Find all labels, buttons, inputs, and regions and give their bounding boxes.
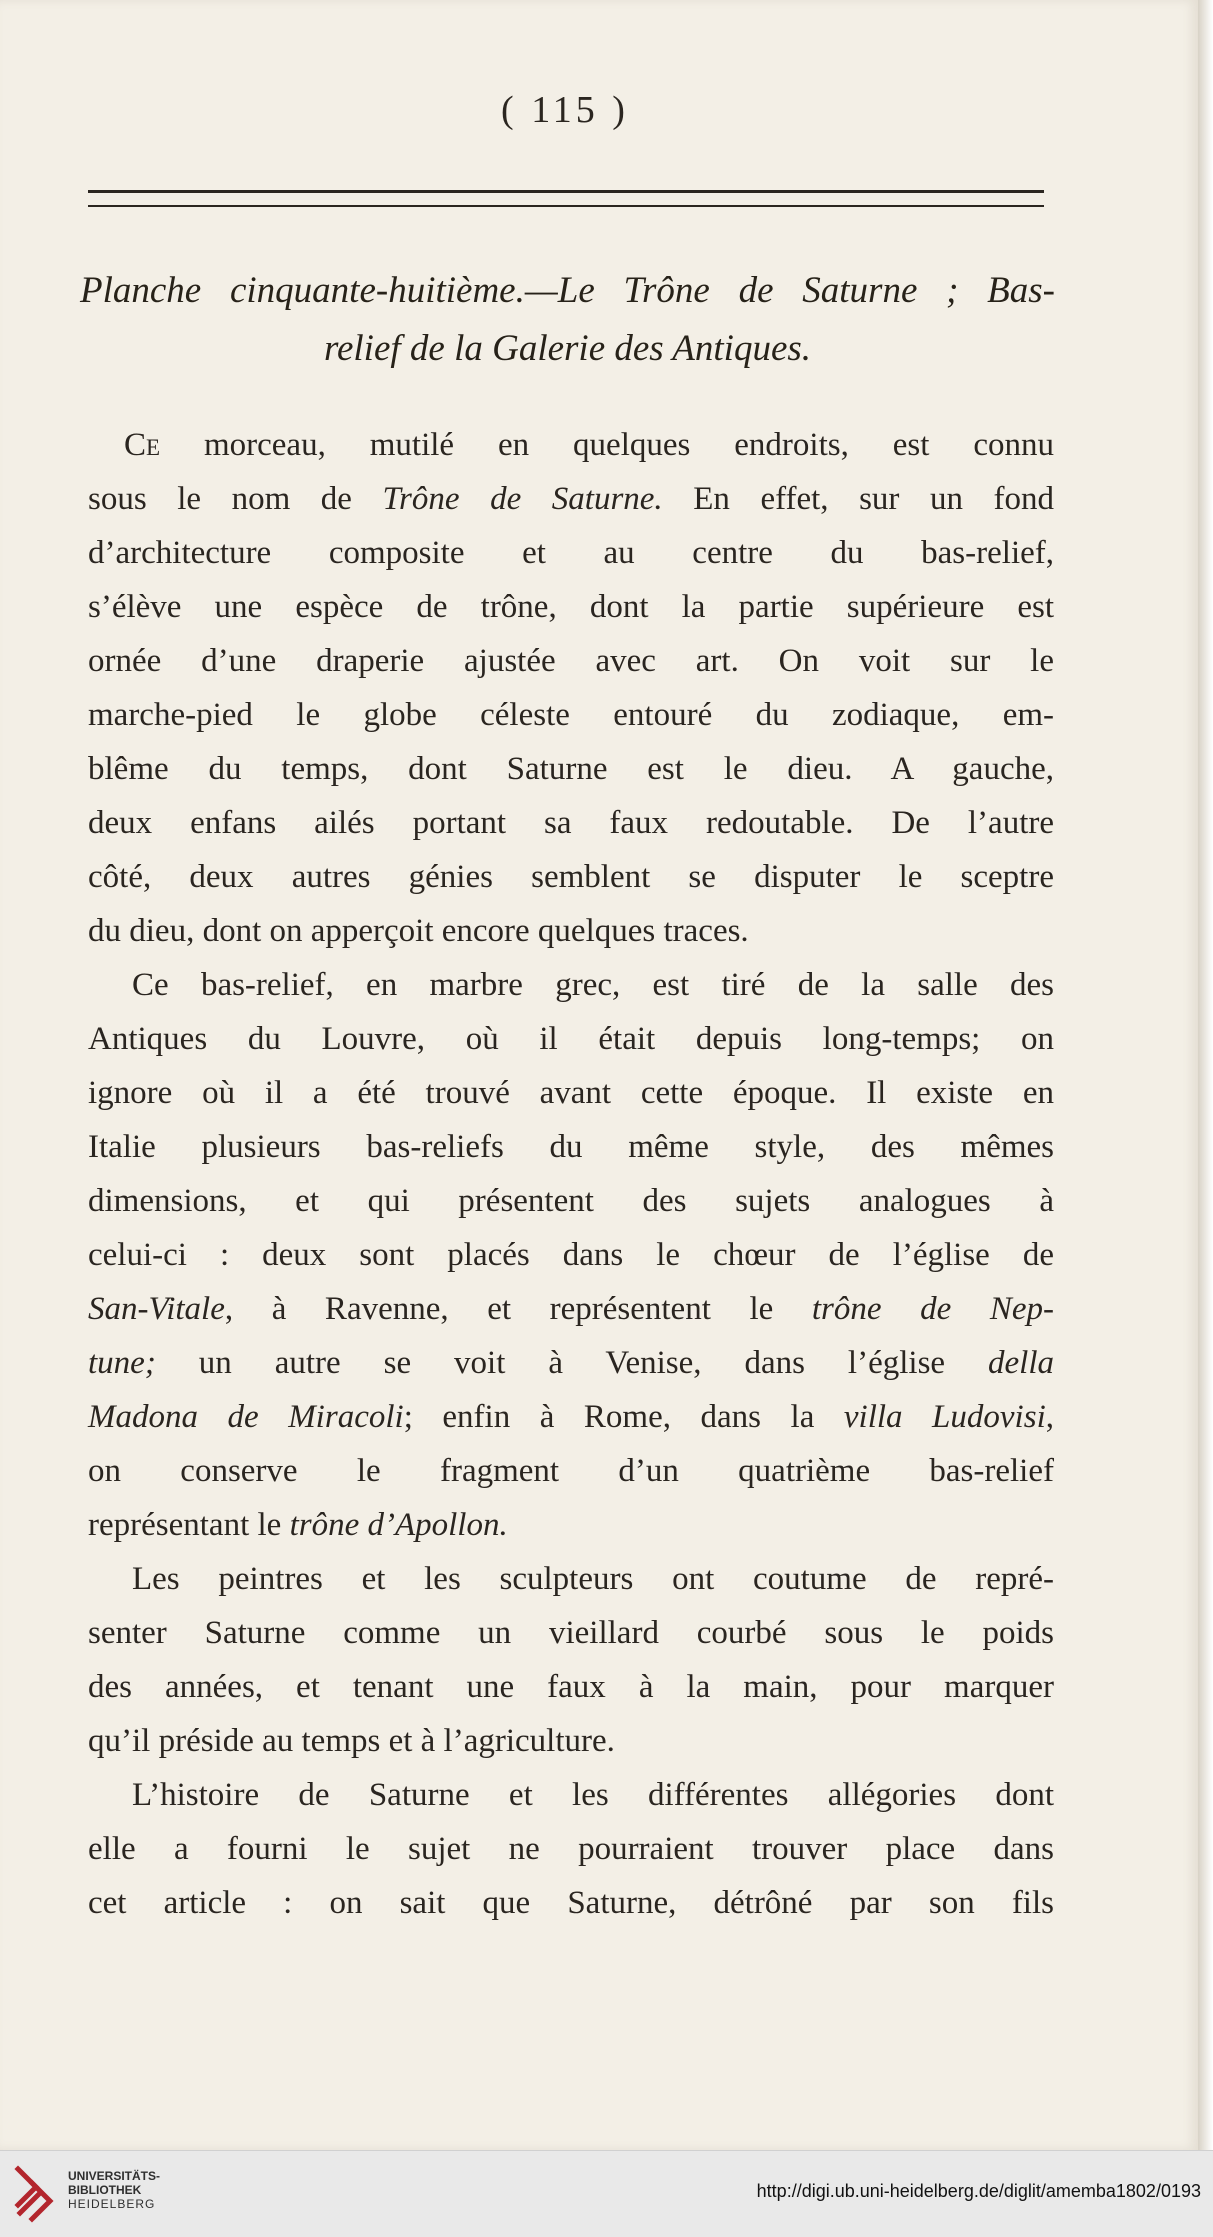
text-run: sous le nom de [88,481,383,517]
text-line [88,1660,1054,1714]
text-run: représentant le [88,1507,290,1543]
library-logo-text[interactable] [68,2169,160,2211]
text-run: ignore où il a été trouvé avant cette époque. Il existe en [88,1075,1054,1111]
text-line [88,1768,1054,1822]
text-run: Les peintres et les sculpteurs ont coutume de repré- [132,1561,1054,1597]
text-line [88,1228,1054,1282]
page-number: ( 115 ) [501,89,629,131]
italic-run: tune; [88,1345,156,1381]
text-run: du dieu, dont on apperçoit encore quelques traces. [88,913,749,949]
italic-run: villa Ludovisi [843,1399,1046,1435]
italic-run: Madona de Miracoli [88,1399,404,1435]
text-line [88,1876,1054,1930]
text-run: Antiques du Louvre, où il était depuis long-temps; on [88,1021,1054,1057]
text-run: Italie plusieurs bas-reliefs du même style, des mêmes [88,1129,1054,1165]
text-run: on conserve le fragment d’un quatrième bas-relief [88,1453,1054,1489]
text-line [88,526,1054,580]
italic-run: San-Vitale [88,1291,225,1327]
logo-line-3: HEIDELBERG [68,2197,156,2211]
text-line [88,1012,1054,1066]
text-run: blême du temps, dont Saturne est le dieu. A gauche, [88,751,1054,787]
heading-line-2: relief de la Galerie des Antiques. [323,328,812,369]
text-run: cet article : on sait que Saturne, détrôné par son fils [88,1885,1054,1921]
text-run: L’histoire de Saturne et les différentes allégories dont [132,1777,1054,1813]
text-run: , à Ravenne, et représentent le [224,1291,812,1327]
text-run: s’élève une espèce de trône, dont la partie supérieure est [88,589,1054,625]
viewer-footer [0,2150,1213,2237]
logo-line-2: BIBLIOTHEK [68,2183,142,2197]
plate-heading [80,262,1055,378]
text-line [88,634,1054,688]
university-seal-icon[interactable] [12,2161,60,2227]
text-run: ornée d’une draperie ajustée avec art. On voit sur le [88,643,1054,679]
text-line [88,1552,1054,1606]
text-run: , [1045,1399,1054,1435]
heading-line-1: Planche cinquante-huitième.—Le Trône de Saturne ; Bas- [80,270,1055,311]
text-run: elle a fourni le sujet ne pourraient trouver place dans [88,1831,1054,1867]
text-run: deux enfans ailés portant sa faux redoutable. De l’autre [88,805,1054,841]
text-line [88,688,1054,742]
text-run: côté, deux autres génies semblent se disputer le sceptre [88,859,1054,895]
text-line [88,472,1054,526]
text-line [88,1498,1054,1552]
italic-run: trône d’Apollon. [289,1507,508,1543]
page-edge [1198,0,1213,2150]
body-text [88,418,1054,1930]
text-run: d’architecture composite et au centre du bas-relief, [88,535,1054,571]
source-url[interactable]: http://digi.ub.uni-heidelberg.de/diglit/amemba1802/0193 [756,2181,1201,2201]
italic-run: trône de Nep- [811,1291,1055,1327]
text-run: ; enfin à Rome, dans la [403,1399,844,1435]
text-run: marche-pied le globe céleste entouré du zodiaque, em- [88,697,1054,733]
text-line [88,1822,1054,1876]
text-line [88,1120,1054,1174]
text-line [88,904,1054,958]
text-line [88,742,1054,796]
text-line [88,1444,1054,1498]
text-line [88,958,1054,1012]
italic-run: Trône de Saturne. [382,481,663,517]
text-run: senter Saturne comme un vieillard courbé sous le poids [88,1615,1054,1651]
text-line [88,1714,1054,1768]
text-run: qu’il préside au temps et à l’agriculture. [88,1723,615,1759]
text-run: un autre se voit à Venise, dans l’église [155,1345,989,1381]
text-run: des années, et tenant une faux à la main, pour marquer [88,1669,1054,1705]
italic-run: della [988,1345,1054,1381]
text-line [88,1282,1054,1336]
text-run: morceau, mutilé en quelques endroits, est connu [160,427,1054,463]
text-run: dimensions, et qui présentent des sujets analogues à [88,1183,1054,1219]
small-caps-run: Ce [124,427,161,463]
logo-line-1: UNIVERSITÄTS- [68,2169,161,2183]
text-run: En effet, sur un fond [662,481,1054,517]
text-line [88,1390,1054,1444]
text-line [88,580,1054,634]
text-line [88,850,1054,904]
text-line [88,796,1054,850]
header-rule-thick [88,190,1044,193]
header-rule-thin [88,205,1044,207]
text-run: celui-ci : deux sont placés dans le chœur de l’église de [88,1237,1054,1273]
text-line [88,1174,1054,1228]
text-line [88,1066,1054,1120]
text-line [88,1336,1054,1390]
text-line [88,1606,1054,1660]
text-run: Ce bas-relief, en marbre grec, est tiré de la salle des [132,967,1054,1003]
text-line [88,418,1054,472]
